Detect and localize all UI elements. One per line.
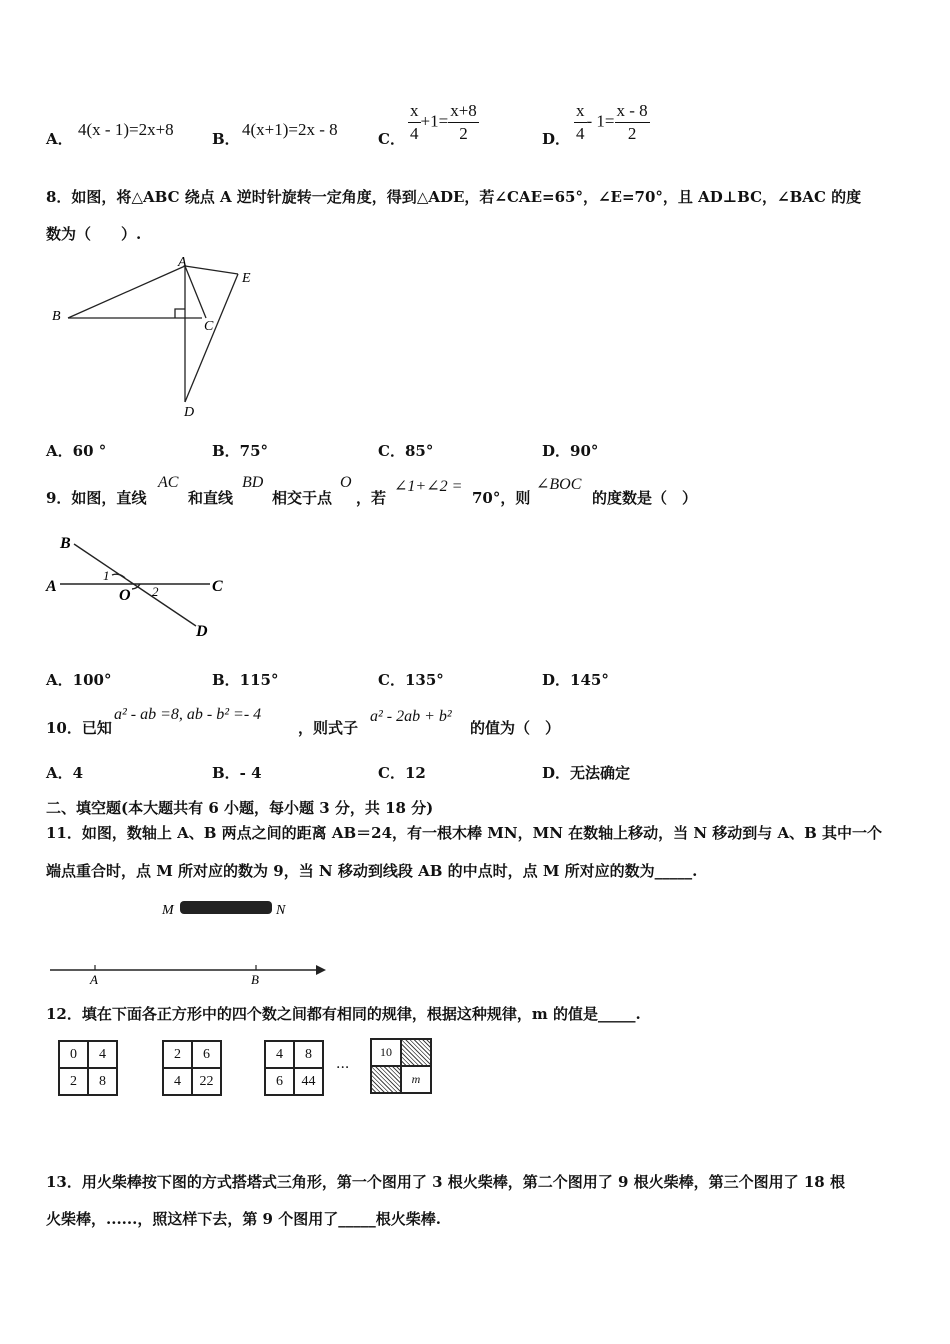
q12-square-last-cell-m: m bbox=[401, 1066, 431, 1093]
q7-option-c-expr: $\frac{x}{4}$ +1= $\frac{x+8}{2}$ bbox=[410, 101, 477, 143]
q9-option-d: D．145° bbox=[542, 671, 609, 689]
q9-option-b: B．115° bbox=[212, 671, 279, 689]
q10-options bbox=[0, 762, 950, 784]
q9-text-and: 和直线 bbox=[188, 489, 234, 507]
q9-option-c: C．135° bbox=[378, 671, 444, 689]
q8-option-a: A．60 ° bbox=[46, 442, 107, 460]
q12-text: 12．填在下面各正方形中的四个数之间都有相同的规律，根据这种规律，m 的值是_____. bbox=[46, 1005, 641, 1023]
q7-option-c-label: C． bbox=[378, 130, 405, 148]
q12-square-1-cell: 4 bbox=[88, 1041, 117, 1068]
q11-label-m: M bbox=[162, 903, 174, 918]
q12-square-3-cell: 6 bbox=[265, 1068, 294, 1095]
q8-options bbox=[0, 440, 950, 462]
q10-option-b: B．- 4 bbox=[212, 764, 262, 782]
q12-square-3-cell: 8 bbox=[294, 1041, 323, 1068]
q11-label-b: B bbox=[251, 972, 259, 987]
q10-option-c: C．12 bbox=[378, 764, 426, 782]
q9-options bbox=[0, 669, 950, 691]
section-heading-fill-in: 二、填空题(本大题共有 6 小题，每小题 3 分，共 18 分) bbox=[46, 799, 434, 817]
q7-option-d-label: D． bbox=[542, 130, 571, 148]
q12-ellipsis: ··· bbox=[336, 1060, 350, 1076]
q7-option-b-label: B． bbox=[212, 130, 240, 148]
q10-option-d: D．无法确定 bbox=[542, 764, 631, 782]
q12-hatched-cell bbox=[401, 1039, 431, 1066]
q12-hatched-cell bbox=[371, 1066, 401, 1093]
q9-label-a: A bbox=[46, 578, 57, 595]
q9-label-c: C bbox=[212, 578, 223, 595]
q7-option-a-expr: 4(x - 1)=2x+8 bbox=[78, 120, 174, 139]
q13-text-line1: 13．用火柴棒按下图的方式搭塔式三角形，第一个图用了 3 根火柴棒，第二个图用了 9 根火柴棒，第三个图用了 18 根 bbox=[46, 1173, 845, 1191]
q12-square-2-cell: 22 bbox=[192, 1068, 221, 1095]
q12-square-3-cell: 44 bbox=[294, 1068, 323, 1095]
q7-option-b-expr: 4(x+1)=2x - 8 bbox=[242, 120, 338, 139]
q8-label-d: D bbox=[184, 405, 195, 420]
q9-label-d: D bbox=[196, 623, 208, 640]
q9-math-ac: AC bbox=[158, 474, 179, 491]
q9-lines-figure bbox=[40, 528, 240, 643]
q9-label-angle-2: 2 bbox=[152, 584, 159, 599]
q11-text-line2: 端点重合时，点 M 所对应的数为 9，当 N 移动到线段 AB 的中点时，点 M 所对应的数为_____. bbox=[46, 862, 698, 880]
q11-label-a: A bbox=[90, 972, 98, 987]
q12-square-2-cell: 6 bbox=[192, 1041, 221, 1068]
q10-text-prefix: 10．已知 bbox=[46, 719, 112, 737]
q9-label-b: B bbox=[60, 535, 71, 552]
q11-text-line1: 11．如图，数轴上 A、B 两点之间的距离 AB＝24，有一根木棒 MN，MN 在数轴上移动，当 N 移动到与 A、B 其中一个 bbox=[46, 824, 883, 842]
q8-label-c: C bbox=[204, 319, 214, 334]
q9-text-value: 70°，则 bbox=[472, 489, 531, 507]
q10-question bbox=[46, 702, 926, 742]
q8-label-b: B bbox=[52, 309, 61, 324]
q10-math-expression: a² - 2ab + b² bbox=[370, 708, 452, 725]
q7-option-a-label: A． bbox=[46, 130, 73, 148]
q9-text-ask: 的度数是（ ） bbox=[592, 489, 698, 507]
q11-number-line-figure bbox=[40, 892, 340, 992]
q10-text-suffix: 的值为（ ） bbox=[470, 719, 561, 737]
q10-option-a: A．4 bbox=[46, 764, 84, 782]
q13-text-line2: 火柴棒，......，照这样下去，第 9 个图用了_____根火柴棒. bbox=[46, 1210, 441, 1228]
q10-text-mid: ，则式子 bbox=[298, 719, 359, 737]
q12-square-1-cell: 2 bbox=[59, 1068, 88, 1095]
q9-math-bd: BD bbox=[242, 474, 264, 491]
q7-option-d-expr: $\frac{x}{4}$ - 1= $\frac{x - 8}{2}$ bbox=[576, 101, 648, 143]
q8-option-c: C．85° bbox=[378, 442, 434, 460]
q9-question bbox=[46, 472, 926, 512]
q12-square-last bbox=[370, 1038, 432, 1094]
q12-square-last-cell: 10 bbox=[371, 1039, 401, 1066]
q12-square-1 bbox=[58, 1040, 118, 1096]
q9-text-prefix: 9．如图，直线 bbox=[46, 489, 147, 507]
q9-math-o: O bbox=[340, 474, 352, 491]
q8-label-e: E bbox=[242, 271, 251, 286]
q12-square-2-cell: 4 bbox=[163, 1068, 192, 1095]
q9-label-o: O bbox=[119, 587, 131, 604]
q12-square-2-cell: 2 bbox=[163, 1041, 192, 1068]
q9-math-boc: ∠BOC bbox=[536, 476, 582, 493]
q12-square-3 bbox=[264, 1040, 324, 1096]
q11-wooden-stick bbox=[180, 901, 272, 914]
q8-triangle-figure bbox=[40, 250, 280, 425]
q12-square-3-cell: 4 bbox=[265, 1041, 294, 1068]
q10-math-condition: a² - ab =8, ab - b² =- 4 bbox=[114, 706, 262, 723]
q8-text-line2: 数为（ ）. bbox=[46, 225, 142, 243]
q9-text-intersect: 相交于点 bbox=[272, 489, 333, 507]
arrow-right-icon bbox=[316, 965, 326, 975]
q9-label-angle-1: 1 bbox=[103, 568, 110, 583]
q9-text-if: ，若 bbox=[356, 489, 387, 507]
q12-square-1-cell: 0 bbox=[59, 1041, 88, 1068]
q9-option-a: A．100° bbox=[46, 671, 112, 689]
q7-options bbox=[0, 100, 950, 150]
q8-text-line1: 8．如图，将△ABC 绕点 A 逆时针旋转一定角度，得到△ADE，若∠CAE=65°，∠E=70°，且 AD⊥BC，∠BAC 的度 bbox=[46, 188, 862, 206]
q8-option-b: B．75° bbox=[212, 442, 269, 460]
q8-label-a: A bbox=[178, 255, 187, 270]
q11-label-n: N bbox=[276, 903, 286, 918]
q8-option-d: D．90° bbox=[542, 442, 599, 460]
q12-square-1-cell: 8 bbox=[88, 1068, 117, 1095]
q12-square-2 bbox=[162, 1040, 222, 1096]
q9-math-angles: ∠1+∠2 = bbox=[394, 478, 463, 495]
